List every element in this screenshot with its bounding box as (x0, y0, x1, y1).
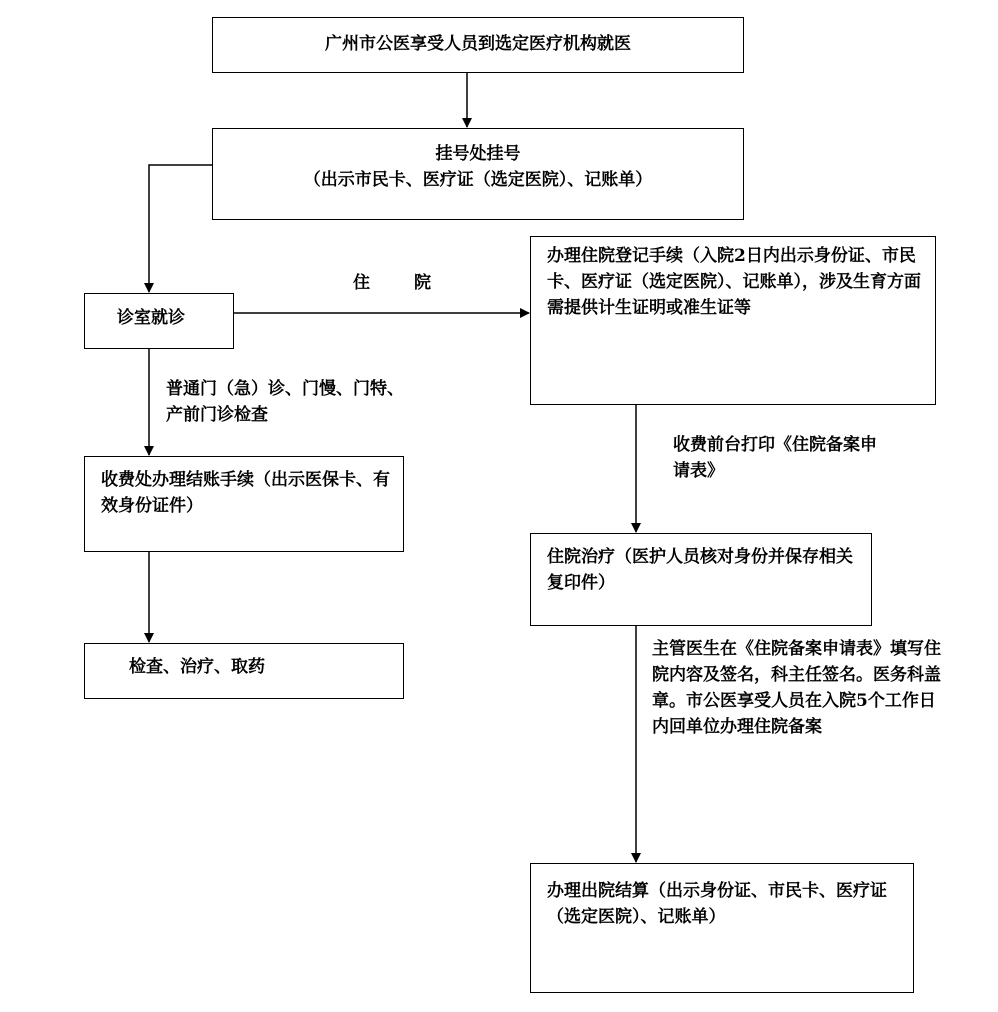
discharge-node (530, 863, 914, 993)
edge-label-hospitalize-2: 院 (414, 273, 431, 293)
clinic-node (84, 293, 234, 349)
edge-label-filing: 主管医生在《住院备案申请表》填写住院内容及签名，科主任签名。医务科盖章。市公医享受人员在入院5个工作日内回单位办理住院备案 (652, 639, 941, 737)
discharge-node-text: 办理出院结算（出示身份证、市民卡、医疗证（选定医院）、记账单） (547, 881, 887, 927)
start-node (212, 17, 744, 73)
register-title: 挂号处挂号 (435, 144, 521, 164)
admission-node-text: 办理住院登记手续（入院2日内出示身份证、市民卡、医疗证（选定医院）、记账单），涉及生育方面需提供计生证明或准生证等 (547, 246, 921, 318)
edge-label-print-form: 收费前台打印《住院备案申请表》 (673, 435, 877, 481)
register-node (212, 128, 744, 220)
admission-node (530, 236, 936, 405)
edge-label-hospitalize-1: 住 (353, 273, 370, 293)
edge-label-outpatient: 普通门（急）诊、门慢、门特、产前门诊检查 (166, 379, 404, 425)
register-note: （出示市民卡、医疗证（选定医院）、记账单） (303, 170, 653, 190)
arrow-register-to-clinic (149, 165, 212, 292)
treatment-node (84, 643, 404, 699)
treatment-node-text: 检查、治疗、取药 (129, 657, 265, 677)
clinic-node-text: 诊室就诊 (117, 308, 185, 328)
start-node-text: 广州市公医享受人员到选定医疗机构就医 (325, 34, 631, 54)
inpatient-node-text: 住院治疗（医护人员核对身份并保存相关复印件） (547, 547, 853, 593)
inpatient-node (530, 533, 872, 626)
cashier-node (84, 456, 404, 552)
cashier-node-text: 收费处办理结账手续（出示医保卡、有效身份证件） (101, 470, 390, 516)
